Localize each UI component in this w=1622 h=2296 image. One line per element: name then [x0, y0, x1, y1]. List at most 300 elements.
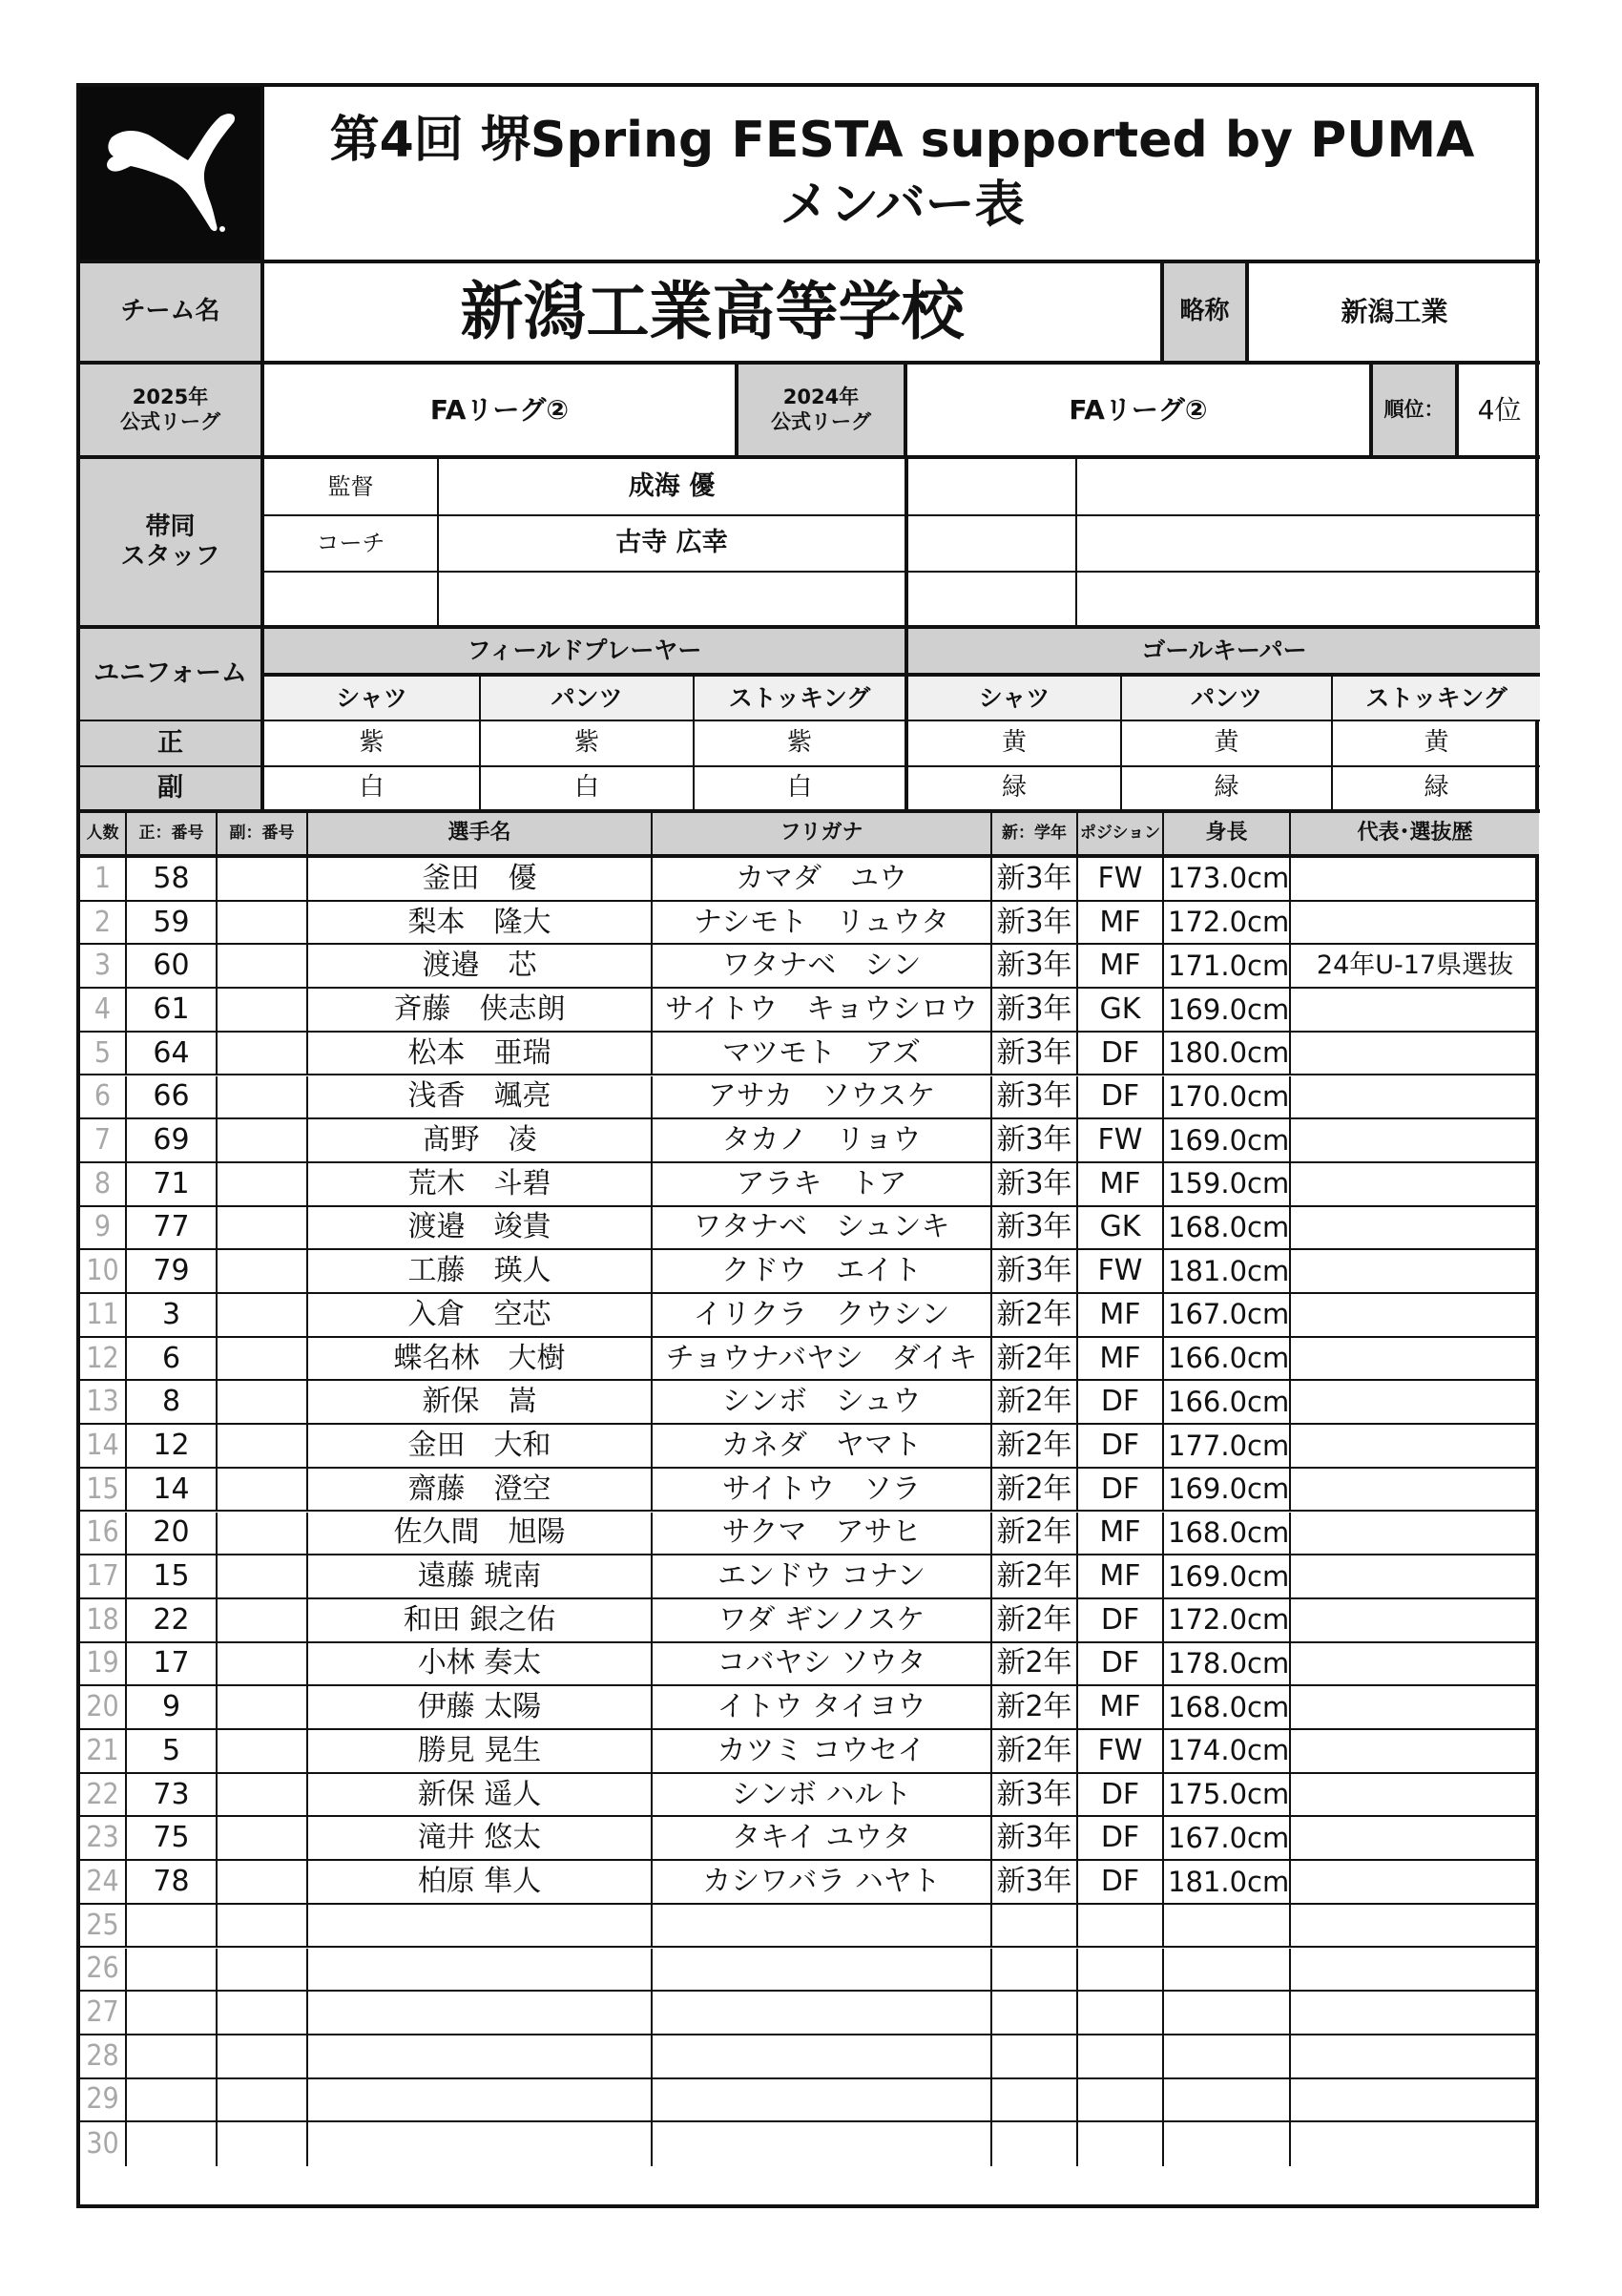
row-27-position[interactable]: [1078, 1992, 1164, 2035]
row-19-height[interactable]: 178.0cm: [1164, 1643, 1291, 1687]
row-11-number[interactable]: 3: [127, 1294, 218, 1338]
row-12-player-name[interactable]: 蝶名林 大樹: [308, 1338, 653, 1382]
row-18-player-name[interactable]: 和田 銀之佑: [308, 1599, 653, 1643]
uniform-secondary-gk-socks[interactable]: 緑: [1333, 767, 1540, 813]
staff-extra1-2[interactable]: [908, 516, 1077, 573]
row-10-height[interactable]: 181.0cm: [1164, 1250, 1291, 1294]
row-28-count: 28: [80, 2035, 127, 2079]
row-12-number[interactable]: 6: [127, 1338, 218, 1382]
row-1-sub-number[interactable]: [218, 858, 308, 902]
row-18-furigana[interactable]: ワダ ギンノスケ: [653, 1599, 992, 1643]
row-29-position[interactable]: [1078, 2079, 1164, 2123]
row-9-representative[interactable]: [1291, 1207, 1539, 1251]
row-16-representative[interactable]: [1291, 1513, 1539, 1556]
row-17-height[interactable]: 169.0cm: [1164, 1555, 1291, 1599]
row-24-player-name[interactable]: 柏原 隼人: [308, 1861, 653, 1905]
row-30-number[interactable]: [127, 2122, 218, 2166]
row-9-sub-number[interactable]: [218, 1207, 308, 1251]
row-21-sub-number[interactable]: [218, 1730, 308, 1774]
staff-label: [80, 459, 264, 629]
row-8-player-name[interactable]: 荒木 斗碧: [308, 1163, 653, 1207]
row-7-height[interactable]: 169.0cm: [1164, 1119, 1291, 1163]
staff-extra2-3[interactable]: [1077, 573, 1540, 629]
row-21-grade[interactable]: 新2年: [992, 1730, 1078, 1774]
uniform-primary-fp-shirt[interactable]: 紫: [264, 721, 481, 767]
row-20-position[interactable]: MF: [1078, 1686, 1164, 1730]
row-14-count: 14: [80, 1425, 127, 1469]
row-3-representative[interactable]: 24年U-17県選抜: [1291, 945, 1539, 989]
row-16-furigana[interactable]: サクマ アサヒ: [653, 1513, 992, 1556]
row-22-height[interactable]: 175.0cm: [1164, 1774, 1291, 1818]
staff-name-1[interactable]: 成海 優: [439, 459, 908, 516]
row-7-furigana[interactable]: タカノ リョウ: [653, 1119, 992, 1163]
row-27-sub-number[interactable]: [218, 1992, 308, 2035]
row-28-number[interactable]: [127, 2035, 218, 2079]
row-9-position[interactable]: GK: [1078, 1207, 1164, 1251]
row-2-position[interactable]: MF: [1078, 902, 1164, 946]
row-9-grade[interactable]: 新3年: [992, 1207, 1078, 1251]
row-29-grade[interactable]: [992, 2079, 1078, 2123]
row-21-player-name[interactable]: 勝見 晃生: [308, 1730, 653, 1774]
row-19-number[interactable]: 17: [127, 1643, 218, 1687]
row-21-count: 21: [80, 1730, 127, 1774]
row-20-height[interactable]: 168.0cm: [1164, 1686, 1291, 1730]
row-20-furigana[interactable]: イトウ タイヨウ: [653, 1686, 992, 1730]
row-29-count: 29: [80, 2079, 127, 2123]
row-26-player-name[interactable]: [308, 1949, 653, 1993]
row-5-count: 5: [80, 1033, 127, 1076]
row-3-position[interactable]: MF: [1078, 945, 1164, 989]
uniform-secondary-fp-shirt[interactable]: 白: [264, 767, 481, 813]
staff-name-2[interactable]: 古寺 広幸: [439, 516, 908, 573]
team-name-value: 新潟工業高等学校: [264, 263, 1164, 365]
row-30-furigana[interactable]: [653, 2122, 992, 2166]
row-3-player-name[interactable]: 渡邉 芯: [308, 945, 653, 989]
header-player-name: 選手名: [308, 813, 653, 858]
row-11-sub-number[interactable]: [218, 1294, 308, 1338]
row-4-number[interactable]: 61: [127, 989, 218, 1033]
row-9-player-name[interactable]: 渡邉 竣貴: [308, 1207, 653, 1251]
row-27-number[interactable]: [127, 1992, 218, 2035]
row-23-count: 23: [80, 1817, 127, 1861]
row-20-sub-number[interactable]: [218, 1686, 308, 1730]
row-23-player-name[interactable]: 滝井 悠太: [308, 1817, 653, 1861]
row-25-count: 25: [80, 1905, 127, 1949]
row-6-height[interactable]: 170.0cm: [1164, 1076, 1291, 1120]
row-1-furigana[interactable]: カマダ ユウ: [653, 858, 992, 902]
row-19-furigana[interactable]: コバヤシ ソウタ: [653, 1643, 992, 1687]
row-5-height[interactable]: 180.0cm: [1164, 1033, 1291, 1076]
row-27-representative[interactable]: [1291, 1992, 1539, 2035]
row-12-furigana[interactable]: チョウナバヤシ ダイキ: [653, 1338, 992, 1382]
row-12-position[interactable]: MF: [1078, 1338, 1164, 1382]
row-7-representative[interactable]: [1291, 1119, 1539, 1163]
row-3-sub-number[interactable]: [218, 945, 308, 989]
uniform-label: ユニフォーム: [80, 629, 264, 721]
row-23-number[interactable]: 75: [127, 1817, 218, 1861]
row-28-representative[interactable]: [1291, 2035, 1539, 2079]
row-3-number[interactable]: 60: [127, 945, 218, 989]
staff-name-3[interactable]: [439, 573, 908, 629]
row-22-position[interactable]: DF: [1078, 1774, 1164, 1818]
row-28-player-name[interactable]: [308, 2035, 653, 2079]
staff-extra2-1[interactable]: [1077, 459, 1540, 516]
row-16-number[interactable]: 20: [127, 1513, 218, 1556]
row-22-representative[interactable]: [1291, 1774, 1539, 1818]
row-14-number[interactable]: 12: [127, 1425, 218, 1469]
row-22-grade[interactable]: 新3年: [992, 1774, 1078, 1818]
rank-label: 順位：: [1373, 365, 1459, 459]
row-9-furigana[interactable]: ワタナベ シュンキ: [653, 1207, 992, 1251]
row-3-count: 3: [80, 945, 127, 989]
row-23-position[interactable]: DF: [1078, 1817, 1164, 1861]
row-26-furigana[interactable]: [653, 1949, 992, 1993]
row-30-height[interactable]: [1164, 2122, 1291, 2166]
row-10-player-name[interactable]: 工藤 瑛人: [308, 1250, 653, 1294]
row-23-grade[interactable]: 新3年: [992, 1817, 1078, 1861]
staff-extra1-1[interactable]: [908, 459, 1077, 516]
row-24-representative[interactable]: [1291, 1861, 1539, 1905]
row-17-number[interactable]: 15: [127, 1555, 218, 1599]
row-14-grade[interactable]: 新2年: [992, 1425, 1078, 1469]
row-16-grade[interactable]: 新2年: [992, 1513, 1078, 1556]
row-16-position[interactable]: MF: [1078, 1513, 1164, 1556]
row-16-player-name[interactable]: 佐久間 旭陽: [308, 1513, 653, 1556]
uniform-secondary-gk-shirt[interactable]: 緑: [908, 767, 1122, 813]
row-5-position[interactable]: DF: [1078, 1033, 1164, 1076]
row-13-representative[interactable]: [1291, 1381, 1539, 1425]
row-15-grade[interactable]: 新2年: [992, 1469, 1078, 1513]
row-11-grade[interactable]: 新2年: [992, 1294, 1078, 1338]
row-2-representative[interactable]: [1291, 902, 1539, 946]
row-23-height[interactable]: 167.0cm: [1164, 1817, 1291, 1861]
row-14-player-name[interactable]: 金田 大和: [308, 1425, 653, 1469]
row-15-sub-number[interactable]: [218, 1469, 308, 1513]
row-22-player-name[interactable]: 新保 遥人: [308, 1774, 653, 1818]
row-8-grade[interactable]: 新3年: [992, 1163, 1078, 1207]
row-10-furigana[interactable]: クドウ エイト: [653, 1250, 992, 1294]
row-22-sub-number[interactable]: [218, 1774, 308, 1818]
row-13-position[interactable]: DF: [1078, 1381, 1164, 1425]
row-1-number[interactable]: 58: [127, 858, 218, 902]
row-2-count: 2: [80, 902, 127, 946]
row-8-height[interactable]: 159.0cm: [1164, 1163, 1291, 1207]
row-27-furigana[interactable]: [653, 1992, 992, 2035]
row-2-number[interactable]: 59: [127, 902, 218, 946]
row-10-sub-number[interactable]: [218, 1250, 308, 1294]
row-29-player-name[interactable]: [308, 2079, 653, 2123]
row-6-sub-number[interactable]: [218, 1076, 308, 1120]
row-12-grade[interactable]: 新2年: [992, 1338, 1078, 1382]
row-15-number[interactable]: 14: [127, 1469, 218, 1513]
row-19-player-name[interactable]: 小林 奏太: [308, 1643, 653, 1687]
row-1-position[interactable]: FW: [1078, 858, 1164, 902]
row-6-number[interactable]: 66: [127, 1076, 218, 1120]
row-14-sub-number[interactable]: [218, 1425, 308, 1469]
row-13-sub-number[interactable]: [218, 1381, 308, 1425]
row-24-number[interactable]: 78: [127, 1861, 218, 1905]
row-26-grade[interactable]: [992, 1949, 1078, 1993]
row-4-height[interactable]: 169.0cm: [1164, 989, 1291, 1033]
row-21-furigana[interactable]: カツミ コウセイ: [653, 1730, 992, 1774]
row-6-player-name[interactable]: 浅香 颯亮: [308, 1076, 653, 1120]
field-player-header: フィールドプレーヤー: [264, 629, 908, 677]
row-30-count: 30: [80, 2122, 127, 2166]
row-5-furigana[interactable]: マツモト アズ: [653, 1033, 992, 1076]
row-13-grade[interactable]: 新2年: [992, 1381, 1078, 1425]
row-25-sub-number[interactable]: [218, 1905, 308, 1949]
row-15-furigana[interactable]: サイトウ ソラ: [653, 1469, 992, 1513]
row-27-grade[interactable]: [992, 1992, 1078, 2035]
row-27-player-name[interactable]: [308, 1992, 653, 2035]
row-6-furigana[interactable]: アサカ ソウスケ: [653, 1076, 992, 1120]
row-7-grade[interactable]: 新3年: [992, 1119, 1078, 1163]
row-10-position[interactable]: FW: [1078, 1250, 1164, 1294]
row-17-player-name[interactable]: 遠藤 琥南: [308, 1555, 653, 1599]
row-7-player-name[interactable]: 髙野 凌: [308, 1119, 653, 1163]
row-5-number[interactable]: 64: [127, 1033, 218, 1076]
row-1-height[interactable]: 173.0cm: [1164, 858, 1291, 902]
row-13-furigana[interactable]: シンボ シュウ: [653, 1381, 992, 1425]
row-5-player-name[interactable]: 松本 亜瑞: [308, 1033, 653, 1076]
staff-extra1-3[interactable]: [908, 573, 1077, 629]
row-9-height[interactable]: 168.0cm: [1164, 1207, 1291, 1251]
header-sub-number: 副：番号: [218, 813, 308, 858]
row-17-count: 17: [80, 1555, 127, 1599]
row-1-player-name[interactable]: 釜田 優: [308, 858, 653, 902]
row-28-position[interactable]: [1078, 2035, 1164, 2079]
row-22-number[interactable]: 73: [127, 1774, 218, 1818]
row-6-grade[interactable]: 新3年: [992, 1076, 1078, 1120]
row-8-representative[interactable]: [1291, 1163, 1539, 1207]
row-6-representative[interactable]: [1291, 1076, 1539, 1120]
row-18-grade[interactable]: 新2年: [992, 1599, 1078, 1643]
row-18-position[interactable]: DF: [1078, 1599, 1164, 1643]
row-13-count: 13: [80, 1381, 127, 1425]
row-18-number[interactable]: 22: [127, 1599, 218, 1643]
row-4-position[interactable]: GK: [1078, 989, 1164, 1033]
row-5-sub-number[interactable]: [218, 1033, 308, 1076]
row-21-position[interactable]: FW: [1078, 1730, 1164, 1774]
row-18-height[interactable]: 172.0cm: [1164, 1599, 1291, 1643]
row-8-count: 8: [80, 1163, 127, 1207]
row-4-sub-number[interactable]: [218, 989, 308, 1033]
row-17-furigana[interactable]: エンドウ コナン: [653, 1555, 992, 1599]
row-18-representative[interactable]: [1291, 1599, 1539, 1643]
row-26-representative[interactable]: [1291, 1949, 1539, 1993]
row-4-representative[interactable]: [1291, 989, 1539, 1033]
row-13-number[interactable]: 8: [127, 1381, 218, 1425]
staff-extra2-2[interactable]: [1077, 516, 1540, 573]
league-2025-value: FAリーグ②: [264, 365, 738, 459]
row-7-sub-number[interactable]: [218, 1119, 308, 1163]
row-10-count: 10: [80, 1250, 127, 1294]
row-11-player-name[interactable]: 入倉 空芯: [308, 1294, 653, 1338]
row-2-height[interactable]: 172.0cm: [1164, 902, 1291, 946]
header-position: ポジション: [1078, 813, 1164, 858]
row-6-position[interactable]: DF: [1078, 1076, 1164, 1120]
row-11-furigana[interactable]: イリクラ クウシン: [653, 1294, 992, 1338]
row-12-height[interactable]: 166.0cm: [1164, 1338, 1291, 1382]
row-15-height[interactable]: 169.0cm: [1164, 1469, 1291, 1513]
row-8-position[interactable]: MF: [1078, 1163, 1164, 1207]
row-20-player-name[interactable]: 伊藤 太陽: [308, 1686, 653, 1730]
row-13-player-name[interactable]: 新保 嵩: [308, 1381, 653, 1425]
league-2024-label: [738, 365, 907, 459]
row-17-sub-number[interactable]: [218, 1555, 308, 1599]
row-5-grade[interactable]: 新3年: [992, 1033, 1078, 1076]
row-15-player-name[interactable]: 齋藤 澄空: [308, 1469, 653, 1513]
row-8-number[interactable]: 71: [127, 1163, 218, 1207]
row-24-grade[interactable]: 新3年: [992, 1861, 1078, 1905]
row-26-height[interactable]: [1164, 1949, 1291, 1993]
row-29-furigana[interactable]: [653, 2079, 992, 2123]
uniform-primary-fp-pants[interactable]: 紫: [481, 721, 695, 767]
row-28-sub-number[interactable]: [218, 2035, 308, 2079]
row-16-height[interactable]: 168.0cm: [1164, 1513, 1291, 1556]
uniform-primary-fp-socks[interactable]: 紫: [695, 721, 908, 767]
row-1-grade[interactable]: 新3年: [992, 858, 1078, 902]
row-2-grade[interactable]: 新3年: [992, 902, 1078, 946]
row-15-count: 15: [80, 1469, 127, 1513]
row-25-furigana[interactable]: [653, 1905, 992, 1949]
row-13-height[interactable]: 166.0cm: [1164, 1381, 1291, 1425]
row-23-representative[interactable]: [1291, 1817, 1539, 1861]
row-25-grade[interactable]: [992, 1905, 1078, 1949]
row-17-representative[interactable]: [1291, 1555, 1539, 1599]
league-2024-sub: 公式リーグ: [771, 409, 871, 433]
row-20-count: 20: [80, 1686, 127, 1730]
page-title: [264, 87, 1540, 263]
row-8-sub-number[interactable]: [218, 1163, 308, 1207]
row-11-count: 11: [80, 1294, 127, 1338]
uniform-secondary-fp-pants[interactable]: 白: [481, 767, 695, 813]
row-17-grade[interactable]: 新2年: [992, 1555, 1078, 1599]
row-25-representative[interactable]: [1291, 1905, 1539, 1949]
row-30-representative[interactable]: [1291, 2122, 1539, 2166]
row-9-number[interactable]: 77: [127, 1207, 218, 1251]
uniform-secondary-label: 副: [80, 767, 264, 813]
row-28-height[interactable]: [1164, 2035, 1291, 2079]
row-2-sub-number[interactable]: [218, 902, 308, 946]
row-12-sub-number[interactable]: [218, 1338, 308, 1382]
rank-value: 4位: [1459, 365, 1540, 459]
row-15-representative[interactable]: [1291, 1469, 1539, 1513]
row-24-height[interactable]: 181.0cm: [1164, 1861, 1291, 1905]
row-19-grade[interactable]: 新2年: [992, 1643, 1078, 1687]
row-2-furigana[interactable]: ナシモト リュウタ: [653, 902, 992, 946]
row-4-count: 4: [80, 989, 127, 1033]
uniform-secondary-gk-pants[interactable]: 緑: [1122, 767, 1333, 813]
row-21-number[interactable]: 5: [127, 1730, 218, 1774]
title-line-1: 第4回 堺Spring FESTA supported by PUMA: [329, 111, 1475, 169]
league-2025-year: 2025年: [132, 386, 209, 409]
uniform-secondary-fp-socks[interactable]: 白: [695, 767, 908, 813]
row-20-representative[interactable]: [1291, 1686, 1539, 1730]
row-22-count: 22: [80, 1774, 127, 1818]
row-11-height[interactable]: 167.0cm: [1164, 1294, 1291, 1338]
row-11-representative[interactable]: [1291, 1294, 1539, 1338]
row-30-player-name[interactable]: [308, 2122, 653, 2166]
row-7-number[interactable]: 69: [127, 1119, 218, 1163]
row-19-position[interactable]: DF: [1078, 1643, 1164, 1687]
row-23-sub-number[interactable]: [218, 1817, 308, 1861]
row-9-count: 9: [80, 1207, 127, 1251]
row-30-grade[interactable]: [992, 2122, 1078, 2166]
row-14-furigana[interactable]: カネダ ヤマト: [653, 1425, 992, 1469]
row-21-representative[interactable]: [1291, 1730, 1539, 1774]
row-29-representative[interactable]: [1291, 2079, 1539, 2123]
row-3-grade[interactable]: 新3年: [992, 945, 1078, 989]
row-23-furigana[interactable]: タキイ ユウタ: [653, 1817, 992, 1861]
row-5-representative[interactable]: [1291, 1033, 1539, 1076]
row-19-representative[interactable]: [1291, 1643, 1539, 1687]
row-7-position[interactable]: FW: [1078, 1119, 1164, 1163]
row-19-sub-number[interactable]: [218, 1643, 308, 1687]
row-30-position[interactable]: [1078, 2122, 1164, 2166]
row-4-grade[interactable]: 新3年: [992, 989, 1078, 1033]
row-15-position[interactable]: DF: [1078, 1469, 1164, 1513]
uniform-item-gk-socks: ストッキング: [1333, 677, 1540, 721]
row-27-height[interactable]: [1164, 1992, 1291, 2035]
row-17-position[interactable]: MF: [1078, 1555, 1164, 1599]
row-1-representative[interactable]: [1291, 858, 1539, 902]
row-12-representative[interactable]: [1291, 1338, 1539, 1382]
row-14-position[interactable]: DF: [1078, 1425, 1164, 1469]
row-4-furigana[interactable]: サイトウ キョウシロウ: [653, 989, 992, 1033]
uniform-primary-gk-pants[interactable]: 黄: [1122, 721, 1333, 767]
row-10-representative[interactable]: [1291, 1250, 1539, 1294]
row-4-player-name[interactable]: 斉藤 侠志朗: [308, 989, 653, 1033]
row-16-sub-number[interactable]: [218, 1513, 308, 1556]
row-25-player-name[interactable]: [308, 1905, 653, 1949]
row-26-sub-number[interactable]: [218, 1949, 308, 1993]
row-14-height[interactable]: 177.0cm: [1164, 1425, 1291, 1469]
row-10-number[interactable]: 79: [127, 1250, 218, 1294]
row-20-number[interactable]: 9: [127, 1686, 218, 1730]
uniform-primary-gk-shirt[interactable]: 黄: [908, 721, 1122, 767]
row-8-furigana[interactable]: アラキ トア: [653, 1163, 992, 1207]
row-22-furigana[interactable]: シンボ ハルト: [653, 1774, 992, 1818]
row-25-height[interactable]: [1164, 1905, 1291, 1949]
row-3-height[interactable]: 171.0cm: [1164, 945, 1291, 989]
uniform-primary-gk-socks[interactable]: 黄: [1333, 721, 1540, 767]
row-26-position[interactable]: [1078, 1949, 1164, 1993]
row-11-position[interactable]: MF: [1078, 1294, 1164, 1338]
row-3-furigana[interactable]: ワタナベ シン: [653, 945, 992, 989]
row-18-sub-number[interactable]: [218, 1599, 308, 1643]
row-25-position[interactable]: [1078, 1905, 1164, 1949]
row-24-position[interactable]: DF: [1078, 1861, 1164, 1905]
header-furigana: フリガナ: [653, 813, 992, 858]
row-2-player-name[interactable]: 梨本 隆大: [308, 902, 653, 946]
row-26-count: 26: [80, 1949, 127, 1993]
row-10-grade[interactable]: 新3年: [992, 1250, 1078, 1294]
row-29-number[interactable]: [127, 2079, 218, 2123]
row-25-number[interactable]: [127, 1905, 218, 1949]
row-29-height[interactable]: [1164, 2079, 1291, 2123]
row-14-representative[interactable]: [1291, 1425, 1539, 1469]
row-26-number[interactable]: [127, 1949, 218, 1993]
row-29-sub-number[interactable]: [218, 2079, 308, 2123]
row-20-grade[interactable]: 新2年: [992, 1686, 1078, 1730]
row-28-furigana[interactable]: [653, 2035, 992, 2079]
row-21-height[interactable]: 174.0cm: [1164, 1730, 1291, 1774]
row-24-sub-number[interactable]: [218, 1861, 308, 1905]
row-24-furigana[interactable]: カシワバラ ハヤト: [653, 1861, 992, 1905]
row-28-grade[interactable]: [992, 2035, 1078, 2079]
row-30-sub-number[interactable]: [218, 2122, 308, 2166]
